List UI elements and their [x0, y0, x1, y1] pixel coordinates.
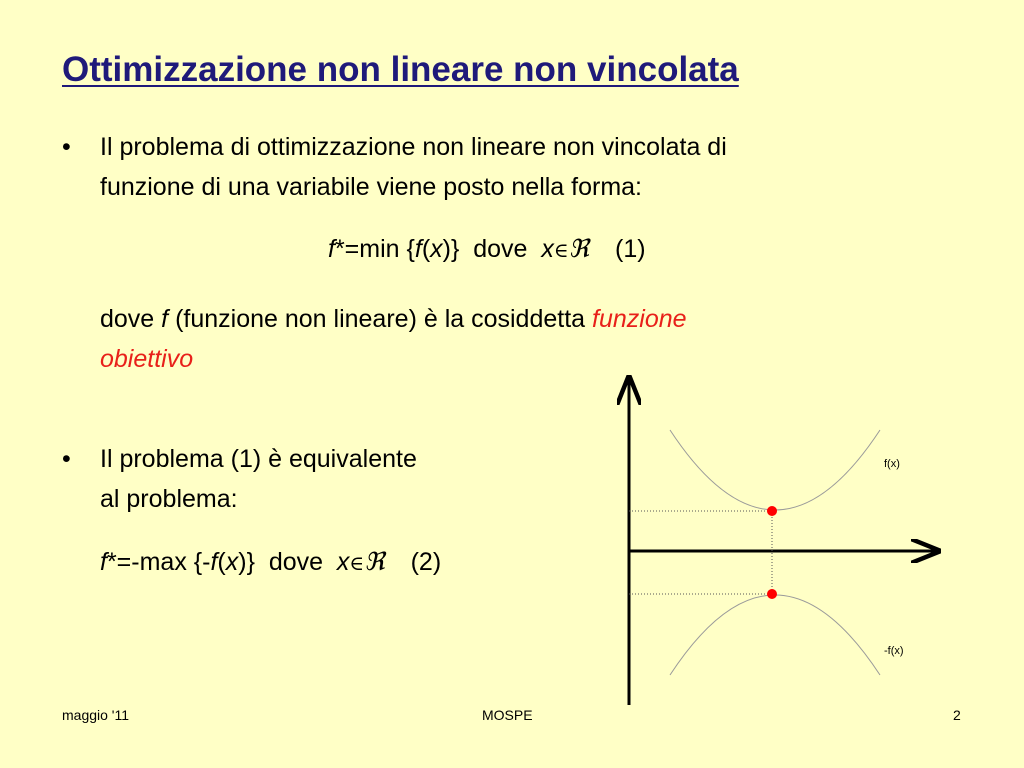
bullet1-line1: Il problema di ottimizzazione non lineare non vincolata di [100, 133, 727, 161]
bullet-marker: • [62, 445, 71, 473]
formula1-pre: *=min { [334, 235, 415, 263]
dove-f: f [161, 305, 169, 333]
page-number: 2 [953, 707, 961, 723]
dove-mid: (funzione non lineare) è la cosiddetta [168, 305, 593, 333]
formula1-f: f [328, 235, 335, 263]
formula2-reals: ℜ [364, 547, 385, 576]
formula2-x2: x [336, 548, 350, 576]
formula2-pre: *=-max {- [106, 548, 211, 576]
max-point [767, 589, 777, 599]
formula2-elem: ∈ [349, 551, 365, 575]
formula1-x2: x [541, 235, 554, 263]
formula1-elem: ∈ [553, 238, 569, 262]
funzione-term: funzione [592, 305, 687, 333]
slide-title: Ottimizzazione non lineare non vincolata [62, 50, 739, 89]
bullet1-line2: funzione di una variabile viene posto nella forma: [100, 173, 643, 201]
formula2-paren: ( [217, 548, 226, 576]
bullet2-line2: al problema: [100, 485, 238, 513]
formula2-number: (2) [410, 548, 442, 576]
min-point [767, 506, 777, 516]
formula1-number: (1) [615, 235, 646, 263]
neg-fx-label: -f(x) [884, 645, 904, 657]
formula1-post: )} dove [442, 235, 542, 263]
bullet2-line1: Il problema (1) è equivalente [100, 445, 417, 473]
neg-fx-curve [670, 595, 880, 675]
footer-center: MOSPE [482, 707, 533, 723]
dove-pre: dove [100, 305, 162, 333]
formula1-paren: ( [421, 235, 431, 263]
formula1-f2: f [414, 235, 422, 263]
obiettivo-term: obiettivo [100, 345, 194, 373]
formula2-f: f [100, 548, 107, 576]
fx-label: f(x) [884, 458, 900, 470]
formula2-x: x [225, 548, 239, 576]
formula2-post: )} dove [238, 548, 337, 576]
formula1-x: x [430, 235, 443, 263]
footer-date: maggio '11 [62, 707, 130, 723]
formula2-f2: f [210, 548, 218, 576]
bullet-marker: • [62, 133, 71, 161]
fx-curve [670, 430, 880, 510]
formula1-reals: ℜ [568, 234, 589, 263]
